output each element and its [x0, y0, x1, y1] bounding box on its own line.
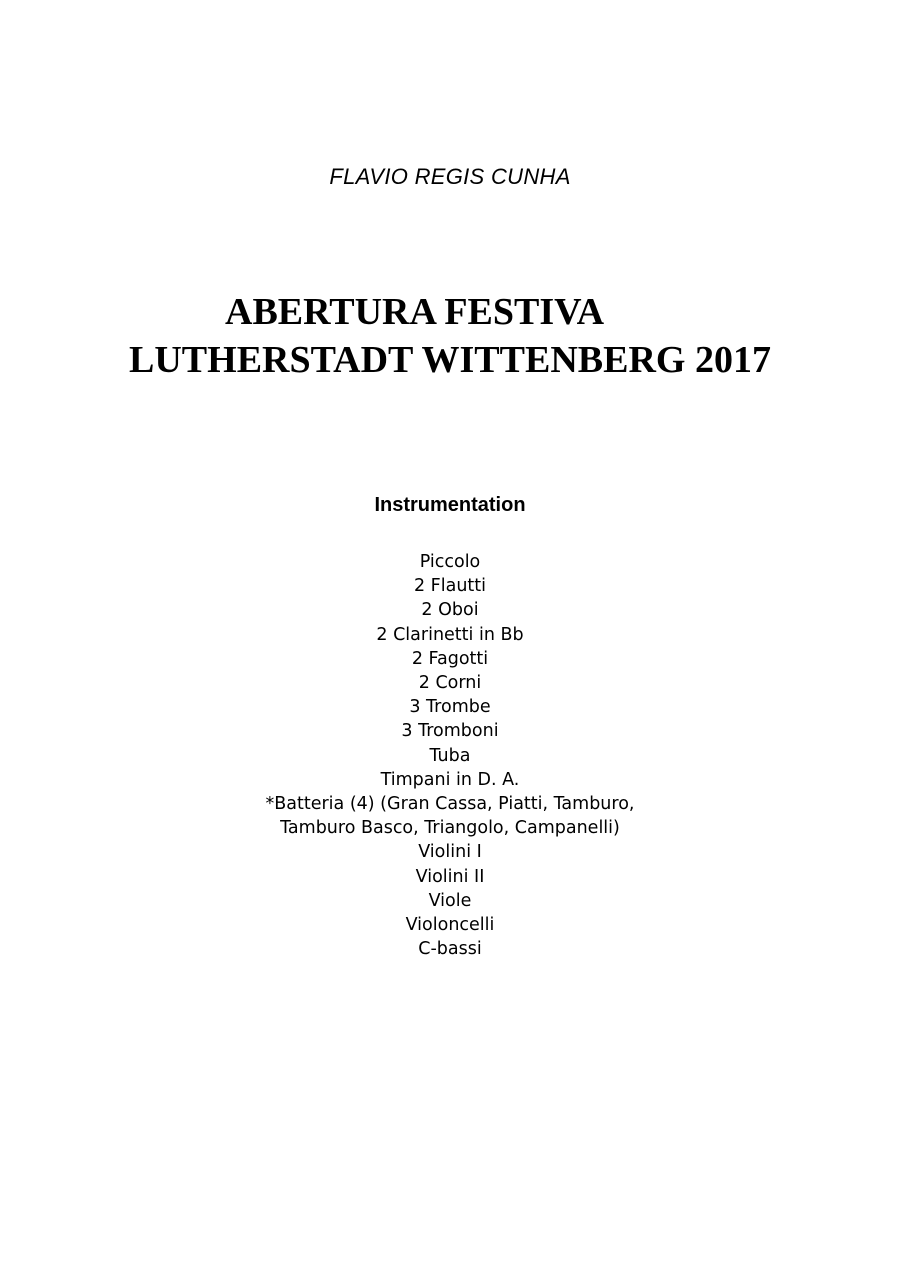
instrumentation-heading: Instrumentation — [374, 494, 526, 516]
instrument-item: 2 Clarinetti in Bb — [376, 624, 524, 645]
instrument-item: Tuba — [429, 745, 471, 766]
instrument-item: *Batteria (4) (Gran Cassa, Piatti, Tamburo, — [265, 794, 635, 815]
instrument-item: 3 Tromboni — [401, 721, 499, 742]
instrument-item: Violoncelli — [405, 915, 495, 936]
instrument-list — [0, 550, 900, 961]
instrument-item: 2 Fagotti — [411, 648, 489, 669]
instrument-item: 2 Corni — [418, 673, 482, 694]
instrument-item: Violini I — [418, 842, 482, 863]
instrument-item: Piccolo — [419, 552, 481, 572]
title-line-1: ABERTURA FESTIVA — [225, 291, 605, 333]
instrument-item: 2 Oboi — [421, 600, 479, 621]
instrument-item: Violini II — [415, 866, 485, 887]
instrument-item: Tamburo Basco, Triangolo, Campanelli) — [280, 818, 620, 839]
instrument-item: 3 Trombe — [409, 697, 491, 718]
instrument-item: C-bassi — [418, 939, 482, 960]
title-line-2: LUTHERSTADT WITTENBERG 2017 — [129, 339, 771, 381]
composer-name: FLAVIO REGIS CUNHA — [329, 164, 571, 189]
instrument-item: Viole — [428, 890, 472, 911]
instrument-item: 2 Flautti — [413, 576, 487, 597]
instrument-item: Timpani in D. A. — [380, 769, 520, 790]
